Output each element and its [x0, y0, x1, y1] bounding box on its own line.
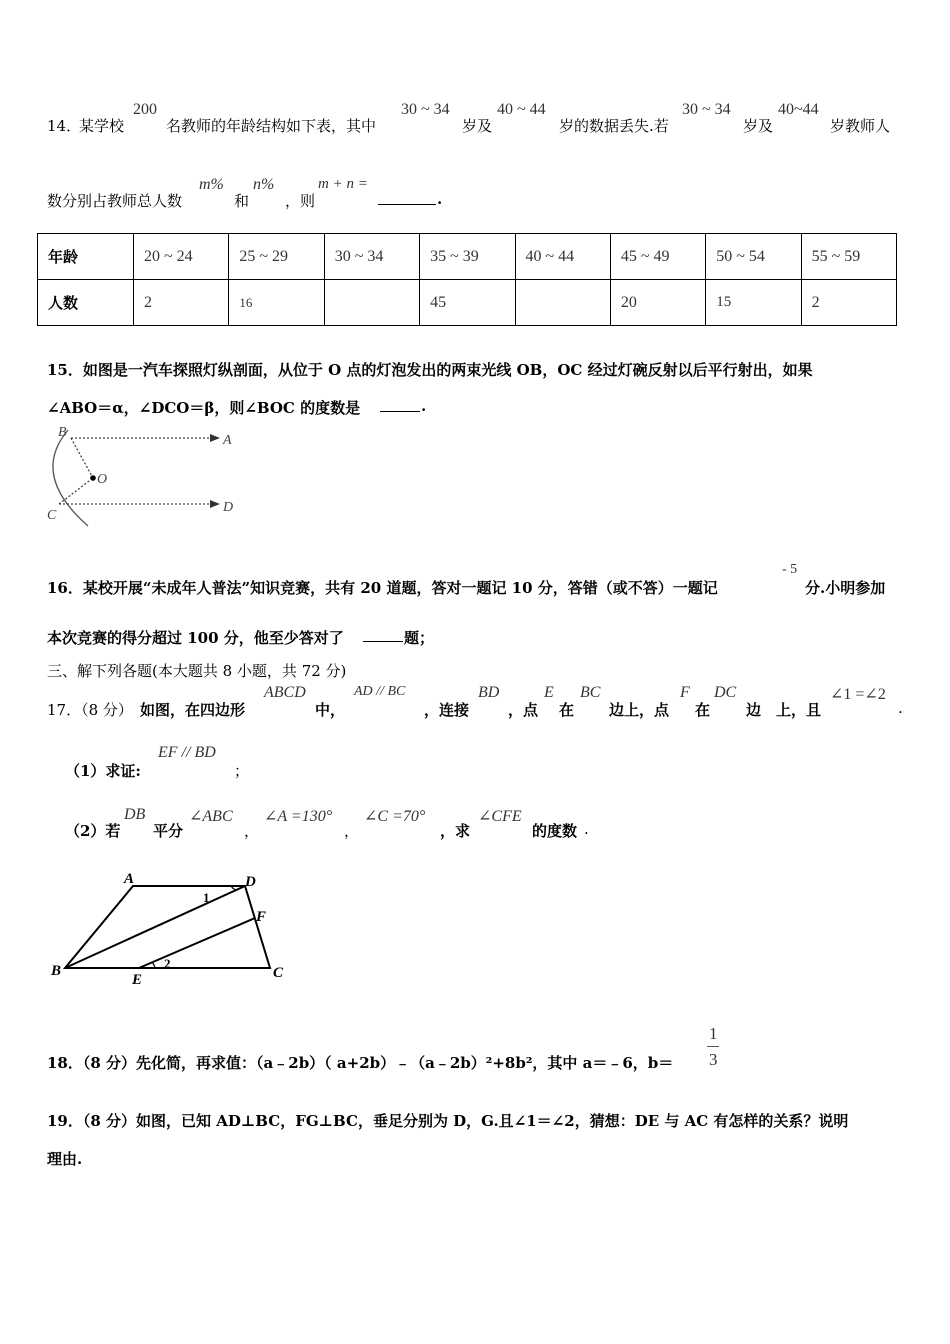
q17-part-2: （2）若	[65, 822, 121, 840]
q14-end: .	[437, 190, 443, 208]
table-cell	[515, 280, 610, 326]
q14-range-1: 30 ~ 34	[401, 101, 450, 118]
arrow-d-icon	[210, 500, 220, 508]
label-e: E	[132, 972, 143, 988]
q17-dc: DC	[714, 684, 737, 701]
label-angle-2: 2	[164, 956, 171, 971]
table-cell: 人数	[38, 280, 134, 326]
q17-comma-2: ，	[344, 822, 360, 840]
q17-text-2: 中，	[315, 701, 346, 719]
q14-text-9: ，则	[285, 192, 316, 210]
q14-number: 14．	[47, 117, 82, 135]
table-cell: 年龄	[38, 234, 134, 280]
table-cell: 2	[134, 280, 229, 326]
label-c: C	[47, 508, 57, 523]
label-c: C	[273, 965, 284, 981]
label-o: O	[97, 472, 108, 487]
headlight-figure	[40, 420, 250, 532]
q14-text-8: 和	[234, 192, 250, 210]
q17-f: F	[680, 684, 690, 701]
q17-text-degree: 的度数	[532, 822, 578, 840]
q17-text-7: 在	[695, 701, 711, 719]
q14-text-5: 岁及	[743, 117, 774, 135]
q17-angle-abc: ∠ABC	[189, 808, 233, 825]
point-o	[90, 475, 96, 481]
q17-abcd: ABCD	[264, 684, 306, 701]
table-cell: 2	[801, 280, 896, 326]
q19-line-2: 理由.	[47, 1150, 83, 1168]
table-row	[38, 234, 897, 280]
table-cell: 16	[229, 280, 324, 326]
q14-range-4: 40~44	[778, 101, 819, 118]
q17-text-8: 边 上，且	[746, 701, 822, 719]
q14-n-percent: n%	[253, 176, 275, 193]
label-a: A	[223, 433, 232, 448]
q15-answer-blank[interactable]	[380, 411, 420, 412]
q17-bc: BC	[580, 684, 601, 701]
q17-part-1: （1）求证:	[65, 762, 141, 780]
table-row	[38, 280, 897, 326]
q19-line-1: 19．（8 分）如图，已知 AD⊥BC，FG⊥BC，垂足分别为 D，G.且∠1＝∠2，猜想：DE 与 AC 有怎样的关系？说明	[47, 1112, 849, 1130]
q16-line-1: 16．某校开展“未成年人普法”知识竞赛，共有 20 道题，答对一题记 10 分，答错（或不答）一题记	[47, 579, 718, 597]
table-cell: 50 ~ 54	[706, 234, 801, 280]
age-table	[37, 233, 897, 326]
q17-text-5: 在	[559, 701, 575, 719]
table-cell: 45	[420, 280, 515, 326]
q18-text: 18．（8 分）先化简，再求值：（a﹣2b）（ a+2b）﹣（a﹣2b）²+8b²，其中 a＝﹣6，b＝	[47, 1054, 674, 1072]
q17-angle-a: ∠A =130°	[264, 808, 333, 825]
q14-expression: m + n =	[318, 176, 368, 192]
q16-text-2: 分.小明参加	[805, 579, 886, 597]
q17-number: 17．（8 分）	[47, 701, 133, 719]
q18-fraction-numerator: 1	[709, 1024, 718, 1043]
quadrilateral-figure	[45, 868, 295, 993]
section-3-heading: 三、解下列各题(本大题共 8 小题，共 72 分)	[47, 662, 347, 680]
q17-angle-c: ∠C =70°	[364, 808, 426, 825]
q17-angle-equality: ∠1 =∠2	[830, 686, 886, 703]
q14-range-3: 30 ~ 34	[682, 101, 731, 118]
q17-bd: BD	[478, 684, 500, 701]
q14-text-6: 岁教师人	[830, 117, 891, 135]
table-cell: 20 ~ 24	[134, 234, 229, 280]
ray-ob	[71, 438, 93, 478]
segment-bd	[65, 886, 245, 968]
q18-fraction-bar	[707, 1046, 719, 1047]
q17-text-bisect: 平分	[153, 822, 184, 840]
q17-part-2-end: .	[584, 820, 589, 838]
q17-text-3: ，连接	[424, 701, 470, 719]
q17-text-4: ，点	[508, 701, 539, 719]
q17-angle-cfe: ∠CFE	[478, 808, 522, 825]
q17-text-6: 边上，点	[609, 701, 670, 719]
table-cell: 25 ~ 29	[229, 234, 324, 280]
q16-end: 题；	[404, 629, 435, 647]
q17-text-1: 如图，在四边形	[140, 701, 246, 719]
q16-penalty: - 5	[782, 562, 798, 577]
q17-part-1-end: ；	[234, 762, 250, 780]
q14-text-1: 某学校	[79, 117, 125, 135]
q14-answer-blank[interactable]	[378, 204, 436, 205]
q17-comma-1: ，	[244, 822, 260, 840]
q16-answer-blank[interactable]	[363, 641, 403, 642]
q14-text-2: 名教师的年龄结构如下表，其中	[166, 117, 377, 135]
arrow-a-icon	[210, 434, 220, 442]
table-cell: 20	[610, 280, 705, 326]
label-angle-1: 1	[203, 890, 210, 905]
q17-end: .	[898, 699, 903, 717]
label-d: D	[245, 874, 256, 890]
reflector-curve	[53, 430, 88, 526]
q15-line-1: 15．如图是一汽车探照灯纵剖面，从位于 O 点的灯泡发出的两束光线 OB，OC 经过灯碗反射以后平行射出，如果	[47, 361, 813, 379]
table-cell	[324, 280, 419, 326]
q15-end: .	[421, 397, 427, 415]
table-cell: 55 ~ 59	[801, 234, 896, 280]
q14-text-4: 岁的数据丢失.若	[559, 117, 669, 135]
table-cell: 15	[706, 280, 801, 326]
q14-text-7: 数分别占教师总人数	[47, 192, 183, 210]
q14-text-3: 岁及	[462, 117, 493, 135]
table-cell: 30 ~ 34	[324, 234, 419, 280]
table-cell: 35 ~ 39	[420, 234, 515, 280]
label-d: D	[223, 500, 234, 515]
q17-ad-parallel-bc: AD // BC	[354, 684, 406, 699]
label-a: A	[124, 871, 135, 887]
label-f: F	[256, 909, 267, 925]
table-cell: 45 ~ 49	[610, 234, 705, 280]
q18-fraction-denominator: 3	[709, 1050, 718, 1069]
q14-range-2: 40 ~ 44	[497, 101, 546, 118]
label-b: B	[58, 425, 67, 440]
q15-line-2: ∠ABO＝α，∠DCO＝β，则∠BOC 的度数是	[47, 399, 361, 417]
q16-line-2: 本次竞赛的得分超过 100 分，他至少答对了	[47, 629, 344, 647]
q14-count: 200	[133, 101, 157, 118]
q17-db: DB	[124, 806, 146, 823]
table-cell: 40 ~ 44	[515, 234, 610, 280]
q17-text-find: ，求	[440, 822, 471, 840]
label-b: B	[51, 963, 62, 979]
q14-m-percent: m%	[199, 176, 224, 193]
q17-e: E	[544, 684, 554, 701]
q17-ef-parallel-bd: EF // BD	[158, 744, 216, 761]
